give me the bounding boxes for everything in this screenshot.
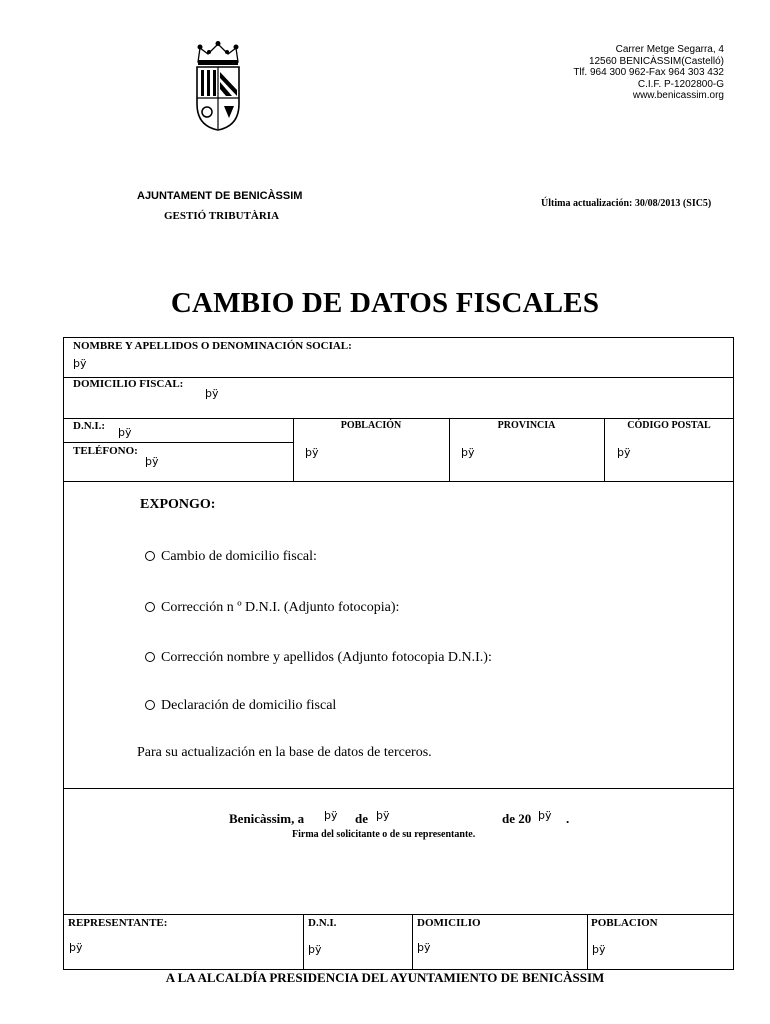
postal-code-label: CÓDIGO POSTAL <box>627 420 711 431</box>
province-field[interactable]: þÿ <box>461 446 475 459</box>
rep-address-field[interactable]: þÿ <box>417 941 431 954</box>
purpose-text: Para su actualización en la base de datos de terceros. <box>137 745 432 760</box>
province-label: PROVINCIA <box>497 420 556 431</box>
postal-code-field[interactable]: þÿ <box>617 446 631 459</box>
representative-field[interactable]: þÿ <box>69 941 83 954</box>
organization-name: AJUNTAMENT DE BENICÀSSIM <box>137 190 303 202</box>
address-phone: Tlf. 964 300 962-Fax 964 303 432 <box>573 67 724 78</box>
dni-field[interactable]: þÿ <box>118 426 132 439</box>
radio-button[interactable] <box>145 551 155 561</box>
expongo-heading: EXPONGO: <box>140 497 216 512</box>
address-website: www.benicassim.org <box>632 90 724 101</box>
option-declare-address[interactable] <box>145 698 336 714</box>
rep-town-label: POBLACION <box>591 917 658 929</box>
address-label: DOMICILIO FISCAL: <box>73 378 184 390</box>
address-field[interactable]: þÿ <box>205 387 219 400</box>
date-separator: de <box>355 811 368 826</box>
option-label: Declaración de domicilio fiscal <box>161 698 337 713</box>
option-change-address[interactable] <box>145 549 317 565</box>
representative-label: REPRESENTANTE: <box>68 917 168 929</box>
rep-dni-field[interactable]: þÿ <box>308 943 322 956</box>
month-field[interactable]: þÿ <box>376 809 390 822</box>
radio-button[interactable] <box>145 602 155 612</box>
addressee-line: A LA ALCALDÍA PRESIDENCIA DEL AYUNTAMIENTO DE BENICÀSSIM <box>165 970 605 985</box>
department-name: GESTIÓ TRIBUTÀRIA <box>164 210 280 222</box>
town-field[interactable]: þÿ <box>305 446 319 459</box>
signature-note: Firma del solicitante o de su representante. <box>292 829 476 840</box>
rep-dni-label: D.N.I. <box>308 917 337 929</box>
year-prefix: de 20 <box>502 811 532 826</box>
last-update-note: Última actualización: 30/08/2013 (SIC5) <box>541 198 712 209</box>
radio-button[interactable] <box>145 700 155 710</box>
option-label: Corrección n º D.N.I. (Adjunto fotocopia): <box>161 600 400 615</box>
rep-town-field[interactable]: þÿ <box>592 943 606 956</box>
day-field[interactable]: þÿ <box>324 809 338 822</box>
option-correct-dni[interactable] <box>145 600 399 616</box>
address-cif: C.I.F. P-1202800-G <box>637 78 724 90</box>
phone-field[interactable]: þÿ <box>145 455 159 468</box>
divider <box>303 914 304 970</box>
year-field[interactable]: þÿ <box>538 809 552 822</box>
option-label: Cambio de domicilio fiscal: <box>161 549 317 564</box>
rep-address-label: DOMICILIO <box>417 917 481 929</box>
option-label: Corrección nombre y apellidos (Adjunto fotocopia D.N.I.): <box>161 650 492 665</box>
divider <box>63 442 293 443</box>
municipal-coat-of-arms-icon <box>192 40 244 132</box>
address-city: 12560 BENICÀSSIM(Castelló) <box>588 55 724 67</box>
address-street: Carrer Metge Segarra, 4 <box>615 44 724 55</box>
name-label: NOMBRE Y APELLIDOS O DENOMINACIÓN SOCIAL: <box>73 340 352 352</box>
phone-label: TELÉFONO: <box>73 445 138 457</box>
divider <box>63 481 734 482</box>
divider <box>63 418 734 419</box>
place-label: Benicàssim, a <box>229 811 305 826</box>
radio-button[interactable] <box>145 652 155 662</box>
divider <box>63 914 734 915</box>
divider <box>63 788 734 789</box>
town-label: POBLACIÓN <box>340 420 402 431</box>
date-end: . <box>566 811 570 826</box>
divider <box>587 914 588 970</box>
name-field[interactable]: þÿ <box>73 357 87 370</box>
page-title: CAMBIO DE DATOS FISCALES <box>170 287 600 319</box>
divider <box>412 914 413 970</box>
dni-label: D.N.I.: <box>73 420 106 432</box>
option-correct-name[interactable] <box>145 650 492 666</box>
address-block <box>573 44 724 102</box>
